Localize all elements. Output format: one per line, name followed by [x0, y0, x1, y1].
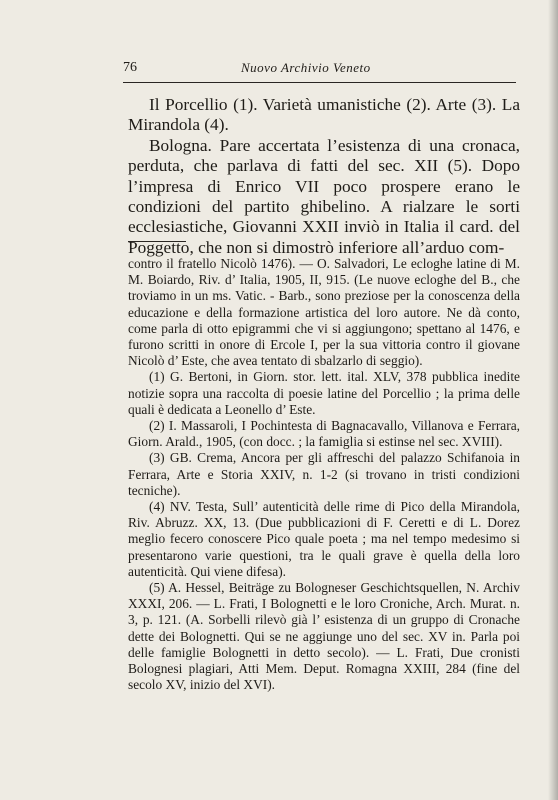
- footnote-3: (3) GB. Crema, Ancora per gli affreschi del palazzo Schifanoia in Ferrara, Arte e Storia XXIV, n. 1-2 (si trovano in tristi condizioni tecniche).: [128, 450, 520, 498]
- footnote-continuation: contro il fratello Nicolò 1476). — O. Salvadori, Le ecloghe latine di M. M. Boiardo, Riv. d’ Italia, 1905, II, 915. (Le nuove ecloghe del B., che troviamo in un ms. Vatic. - Barb., sono preziose per la conoscenza della educazione e della formazione artistica del loro autore. Ne dà conto, come parla di otto epigrammi che vi si aggiungono; spettano al 1476, e furono scritti in onore di Ercole I, per la sua vittoria contro il giovane Nicolò d’ Este, che avea tentato di sbalzarlo di seggio).: [128, 256, 520, 369]
- page-edge-shadow: [548, 0, 558, 800]
- footnote-4: (4) NV. Testa, Sull’ autenticità delle rime di Pico della Mirandola, Riv. Abruzz. XX, 13. (Due pubblicazioni di F. Ceretti e di L. Dorez meglio fecero conoscere Pico quale poeta ; ma nel tempo medesimo si presentarono varie questioni, tra le quali grave è quella della loro autenticità. Qui viene difesa).: [128, 499, 520, 579]
- footnotes: [128, 256, 520, 693]
- footnote-1: (1) G. Bertoni, in Giorn. stor. lett. ital. XLV, 378 pubblica inedite notizie sopra una raccolta di poesie latine del Porcellio ; la prima delle quali è dedicata a Leonello d’ Este.: [128, 369, 520, 417]
- main-paragraph: Bologna. Pare accertata l’esistenza di una cronaca, perduta, che parlava di fatti del sec. XII (5). Dopo l’impresa di Enrico VII poco prospere erano le condizioni del partito ghibelino. A rialzare le sorti ecclesiastiche, Giovanni XXII inviò in Italia il card. del Poggetto, che non si dimostrò inferiore all’arduo com-: [128, 135, 520, 257]
- running-title: Nuovo Archivio Veneto: [241, 60, 371, 75]
- page-header: [123, 60, 518, 80]
- footnote-2: (2) I. Massaroli, I Pochintesta di Bagnacavallo, Villanova e Ferrara, Giorn. Arald., 1905, (con docc. ; la famiglia si estinse nel sec. XVIII).: [128, 418, 520, 450]
- footnote-5: (5) A. Hessel, Beiträge zu Bologneser Geschichtsquellen, N. Archiv XXXI, 206. — L. Frati, I Bolognetti e le loro Croniche, Arch. Murat. n. 3, p. 121. (A. Sorbelli rilevò già l’ esistenza di un gruppo di Cronache dette dei Bolognetti. Qui se ne aggiunge uno del sec. XV in. Parla poi delle famiglie Bolognetti in detto secolo). — L. Frati, Due cronisti Bolognesi plagiari, Atti Mem. Deput. Romagna XXIII, 284 (fine del secolo XV, inizio del XVI).: [128, 580, 520, 693]
- page-number: 76: [123, 60, 137, 75]
- main-text: [128, 95, 520, 258]
- header-rule: [123, 82, 516, 83]
- footnote-rule: [128, 241, 186, 242]
- main-paragraph: Il Porcellio (1). Varietà umanistiche (2). Arte (3). La Mirandola (4).: [128, 95, 520, 135]
